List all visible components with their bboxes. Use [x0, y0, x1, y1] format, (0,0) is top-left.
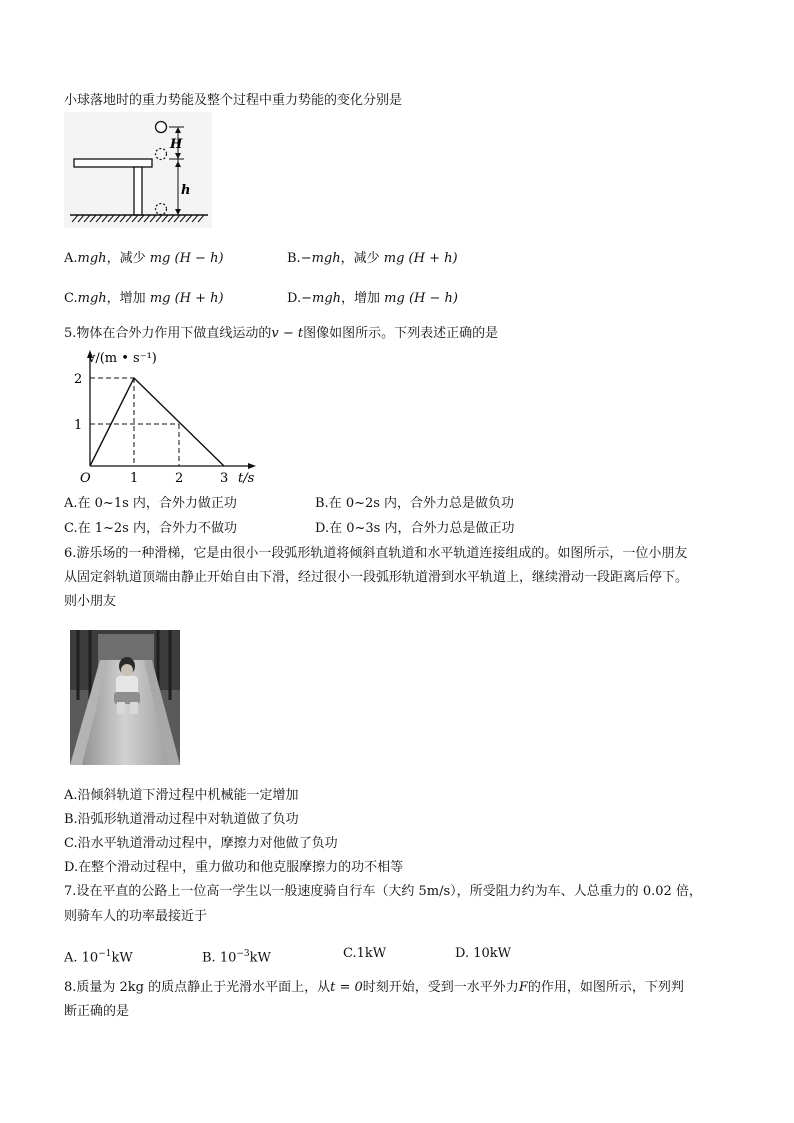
q7-option-a-exp: −1 — [98, 949, 112, 959]
q7-option-b-exp: −3 — [236, 949, 250, 959]
q4-option-d-value: −mgh — [301, 291, 342, 306]
q4-stem: 小球落地时的重力势能及整个过程中重力势能的变化分别是 — [64, 93, 403, 108]
q5-ylabel: v/(m • s⁻¹) — [88, 351, 157, 366]
q8-stem-pre: 8.质量为 2kg 的质点静止于光滑水平面上，从 — [64, 980, 331, 995]
q5-xtick-3: 3 — [220, 471, 229, 486]
q7-stem-line2: 则骑车人的功率最接近于 — [64, 909, 208, 924]
q4-option-b-expr: mg (H + h) — [383, 251, 458, 266]
q8-stem-math-t: t = 0 — [330, 980, 363, 995]
q4-option-b-mid: ，减少 — [340, 251, 380, 266]
q6-stem-line2: 从固定斜轨道顶端由静止开始自由下滑，经过很小一段弧形轨道滑到水平轨道上，继续滑动一段距离后停下。 — [64, 570, 689, 585]
q5-stem-post: 图像如图所示。下列表述正确的是 — [303, 326, 499, 341]
q4-option-a-prefix: A. — [64, 251, 78, 266]
q4-label-h: h — [181, 183, 191, 198]
q4-option-d-prefix: D. — [287, 291, 302, 306]
q5-origin: O — [80, 471, 91, 486]
q5-option-d[interactable]: D.在 0~3s 内，合外力总是做正功 — [315, 521, 515, 536]
q4-table-leg — [134, 167, 142, 215]
q4-option-c-prefix: C. — [64, 291, 78, 306]
q5-stem-math: v − t — [271, 326, 304, 341]
q5-option-a[interactable]: A.在 0~1s 内，合外力做正功 — [64, 496, 237, 511]
q5-xtick-2: 2 — [175, 471, 184, 486]
q7-option-a[interactable] — [64, 946, 133, 966]
q4-table-top — [74, 159, 152, 167]
q6-option-d[interactable]: D.在整个滑动过程中，重力做功和他克服摩擦力的功不相等 — [64, 860, 404, 875]
q4-option-a[interactable] — [64, 251, 224, 267]
q4-option-c-mid: ，增加 — [106, 291, 146, 306]
q4-option-d-mid: ，增加 — [341, 291, 381, 306]
q5-option-c[interactable]: C.在 1~2s 内，合外力不做功 — [64, 521, 237, 536]
q6-option-b[interactable]: B.沿弧形轨道滑动过程中对轨道做了负功 — [64, 812, 299, 827]
q7-option-b-unit: kW — [249, 950, 271, 966]
q7-option-b-base: B. 10 — [202, 950, 237, 966]
q6-slide-photo — [70, 630, 180, 765]
q4-option-a-expr: mg (H − h) — [149, 251, 224, 266]
q7-option-a-base: A. 10 — [64, 950, 99, 966]
q6-stem-line3: 则小朋友 — [64, 594, 117, 609]
q5-ytick-1: 1 — [74, 418, 83, 433]
q8-stem-line1 — [64, 980, 684, 996]
q4-ball-start — [156, 122, 167, 133]
q4-option-d-expr: mg (H − h) — [384, 291, 458, 306]
q4-option-a-mid: ，减少 — [106, 251, 146, 266]
q4-option-c-expr: mg (H + h) — [149, 291, 224, 306]
q6-option-c[interactable]: C.沿水平轨道滑动过程中，摩擦力对他做了负功 — [64, 836, 338, 851]
q5-stem-pre: 5.物体在合外力作用下做直线运动的 — [64, 326, 272, 341]
q5-stem — [64, 326, 498, 342]
q4-option-d[interactable] — [287, 291, 458, 307]
q7-option-a-unit: kW — [111, 950, 133, 966]
q6-stem-line1: 6.游乐场的一种滑梯，它是由很小一段弧形轨道将倾斜直轨道和水平轨道连接组成的。如图所示，一位小朋友 — [64, 546, 688, 561]
q4-option-a-value: mgh — [77, 251, 107, 266]
q5-ytick-2: 2 — [74, 372, 83, 387]
q5-xtick-1: 1 — [130, 471, 139, 486]
q7-option-d[interactable]: D. 10kW — [455, 946, 512, 961]
q5-vt-graph — [66, 348, 276, 488]
q4-option-b-prefix: B. — [287, 251, 301, 266]
q6-option-a[interactable]: A.沿倾斜轨道下滑过程中机械能一定增加 — [64, 788, 299, 803]
q7-stem-line1: 7.设在平直的公路上一位高一学生以一般速度骑自行车（大约 5m/s），所受阻力约为车、人总重力的 0.02 倍， — [64, 884, 702, 899]
q4-option-b[interactable] — [287, 251, 458, 267]
q4-figure — [64, 112, 212, 228]
q5-xlabel: t/s — [238, 471, 255, 486]
q4-option-c[interactable] — [64, 291, 224, 307]
q7-option-b[interactable] — [202, 946, 271, 966]
q4-label-H: H — [170, 137, 183, 152]
q5-option-b[interactable]: B.在 0~2s 内，合外力总是做负功 — [315, 496, 515, 511]
q5-vt-line — [90, 378, 224, 466]
q4-option-c-value: mgh — [77, 291, 107, 306]
q7-option-c[interactable]: C.1kW — [343, 946, 387, 961]
q8-stem-post: 的作用，如图所示，下列判 — [527, 980, 684, 995]
q4-option-b-value: −mgh — [300, 251, 341, 266]
q8-stem-line2: 断正确的是 — [64, 1004, 130, 1019]
q8-stem-mid: 时刻开始，受到一水平外力 — [362, 980, 519, 995]
q8-stem-math-f: F — [518, 980, 528, 995]
